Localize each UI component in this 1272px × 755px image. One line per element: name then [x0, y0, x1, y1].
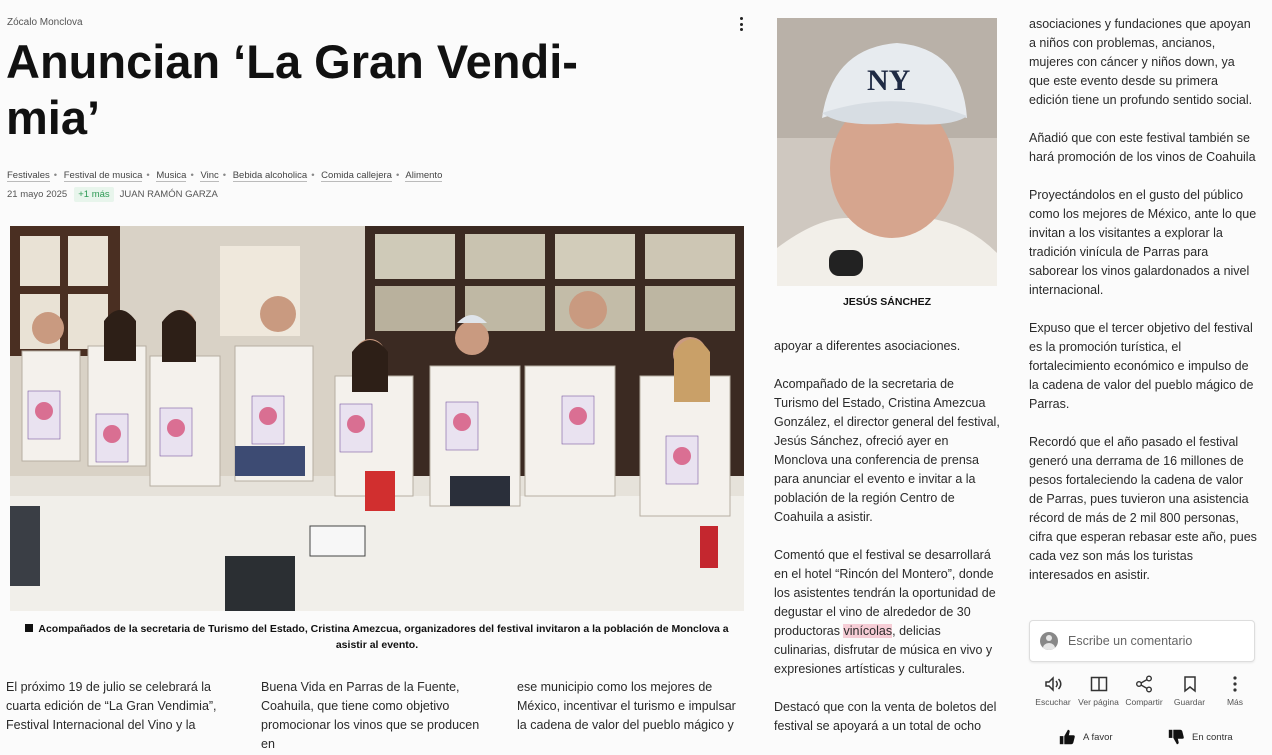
portrait-photo: [777, 18, 997, 286]
vote-down-button[interactable]: [1167, 728, 1233, 746]
action-bar: [1031, 674, 1257, 707]
article-column-4: [774, 337, 1000, 755]
bookmark-icon: [1180, 674, 1200, 694]
paragraph: ese municipio como los mejores de México, incentivar el turismo e impulsar la cadena de valor del pueblo mágico y: [517, 680, 736, 732]
portrait-caption: JESÚS SÁNCHEZ: [842, 296, 932, 308]
book-icon: [1089, 674, 1109, 694]
vote-up-button[interactable]: [1058, 728, 1113, 746]
author-name[interactable]: JUAN RAMÓN GARZA: [119, 189, 218, 200]
portrait-illustration: [777, 18, 997, 286]
hero-caption: [10, 621, 744, 653]
article-meta: [7, 187, 218, 202]
avatar: [1040, 632, 1058, 650]
caption-bullet-icon: [25, 624, 33, 632]
hero-photo-illustration: [10, 226, 744, 611]
article-headline: [6, 34, 646, 146]
vote-up-label: A favor: [1083, 731, 1113, 743]
article-column-2: [261, 678, 486, 755]
thumbs-up-icon: [1058, 728, 1076, 746]
paragraph: Expuso que el tercer objetivo del festival es la promoción turística, el fortalecimiento económico e impulso de la cadena de valor del pueblo mágico de Parras.: [1029, 321, 1254, 411]
tag-link[interactable]: Festival de musica: [63, 170, 143, 181]
tag-link[interactable]: Musica: [156, 170, 187, 181]
listen-button[interactable]: [1031, 674, 1075, 707]
paragraph: apoyar a diferentes asociaciones.: [774, 339, 961, 353]
save-label: Guardar: [1173, 697, 1206, 707]
paragraph: Proyectándolos en el gusto del público como los mejores de México, ante lo que invitan a los visitantes a explorar la tradición vinícula de Parras para saborear los vinos galardonados a nivel internacional.: [1029, 188, 1257, 297]
speaker-icon: [1043, 674, 1063, 694]
article-column-5: [1029, 15, 1257, 604]
paragraph: asociaciones y fundaciones que apoyan a niños con problemas, ancianos, mujeres con cáncer y niños down, ya que este evento desde su primera edición tiene un profundo sentido social.: [1029, 17, 1253, 107]
tag-link[interactable]: Bebida alcoholica: [232, 170, 308, 181]
view-page-button[interactable]: [1077, 674, 1121, 707]
publish-date: 21 mayo 2025: [7, 189, 68, 200]
tag-link[interactable]: Festivales: [7, 170, 50, 181]
comment-input[interactable]: [1029, 620, 1255, 662]
highlighted-word[interactable]: vinícolas: [843, 624, 893, 638]
article-column-1: [6, 678, 231, 754]
tag-link[interactable]: Vinc: [200, 170, 219, 181]
svg-text:NY: NY: [867, 64, 911, 97]
hero-caption-text: Acompañados de la secretaria de Turismo del Estado, Cristina Amezcua, organizadores del festival invitaron a la población de Monclova a asistir al evento.: [38, 623, 729, 651]
paragraph: Añadió que con este festival también se hará promoción de los vinos de Coahuila: [1029, 131, 1256, 164]
tag-link[interactable]: Comida callejera: [321, 170, 392, 181]
paragraph: Acompañado de la secretaria de Turismo del Estado, Cristina Amezcua González, el director general del festival, Jesús Sánchez, ofreció ayer en Monclova una conferencia de prensa para anunciar el evento e invitar a la población de la región Centro de Coahuila a asistir.: [774, 377, 1000, 524]
paragraph: Buena Vida en Parras de la Fuente, Coahuila, que tiene como objetivo promocionar los vinos que se producen en: [261, 680, 480, 751]
thumbs-down-icon: [1167, 728, 1185, 746]
more-label: Más: [1226, 697, 1244, 707]
paragraph: [774, 546, 1000, 679]
comment-placeholder: Escribe un comentario: [1068, 634, 1193, 648]
save-button[interactable]: [1168, 674, 1212, 707]
more-authors-badge[interactable]: +1 más: [74, 187, 113, 202]
tag-link[interactable]: Alimento: [405, 170, 443, 181]
more-options-icon[interactable]: [734, 14, 748, 34]
view-page-label: Ver página: [1078, 697, 1119, 707]
hero-photo: [10, 226, 744, 611]
tag-list: Festivales • Festival de musica • Musica • Vinc • Bebida alcoholica • Comida callejera • Alimento: [7, 170, 443, 181]
more-vertical-icon: [1225, 674, 1245, 694]
paragraph: Destacó que con la venta de boletos del festival se apoyará a un total de ocho: [774, 700, 997, 733]
paragraph-text: Comentó que el festival se desarrollará en el hotel “Rincón del Montero”, donde los asistentes tendrán la oportunidad de degustar el vino de alrededor de 30 productoras: [774, 548, 996, 638]
paragraph-text: , delicias culinarias, disfrutar de música en vivo y expresiones artísticas y culturales.: [774, 624, 993, 676]
article-column-3: [517, 678, 743, 754]
paragraph: Recordó que el año pasado el festival generó una derrama de 16 millones de pesos fortaleciendo la cadena de valor de Parras, pues tuvieron una asistencia récord de más de 2 mil 800 personas, cifra que esperan rebasar este año, pues cada vez son más los turistas interesados en asistir.: [1029, 435, 1257, 582]
headline-line-2: mia’: [6, 91, 101, 144]
headline-line-1: Anuncian ‘La Gran Vendi-: [6, 35, 578, 88]
listen-label: Escuchar: [1035, 697, 1071, 707]
more-button[interactable]: [1213, 674, 1257, 707]
share-button[interactable]: [1122, 674, 1166, 707]
share-label: Compartir: [1125, 697, 1163, 707]
section-label[interactable]: Zócalo Monclova: [7, 17, 83, 28]
share-icon: [1134, 674, 1154, 694]
paragraph: El próximo 19 de julio se celebrará la cuarta edición de “La Gran Vendimia”, Festival Internacional del Vino y la: [6, 680, 217, 732]
vote-down-label: En contra: [1192, 731, 1233, 743]
